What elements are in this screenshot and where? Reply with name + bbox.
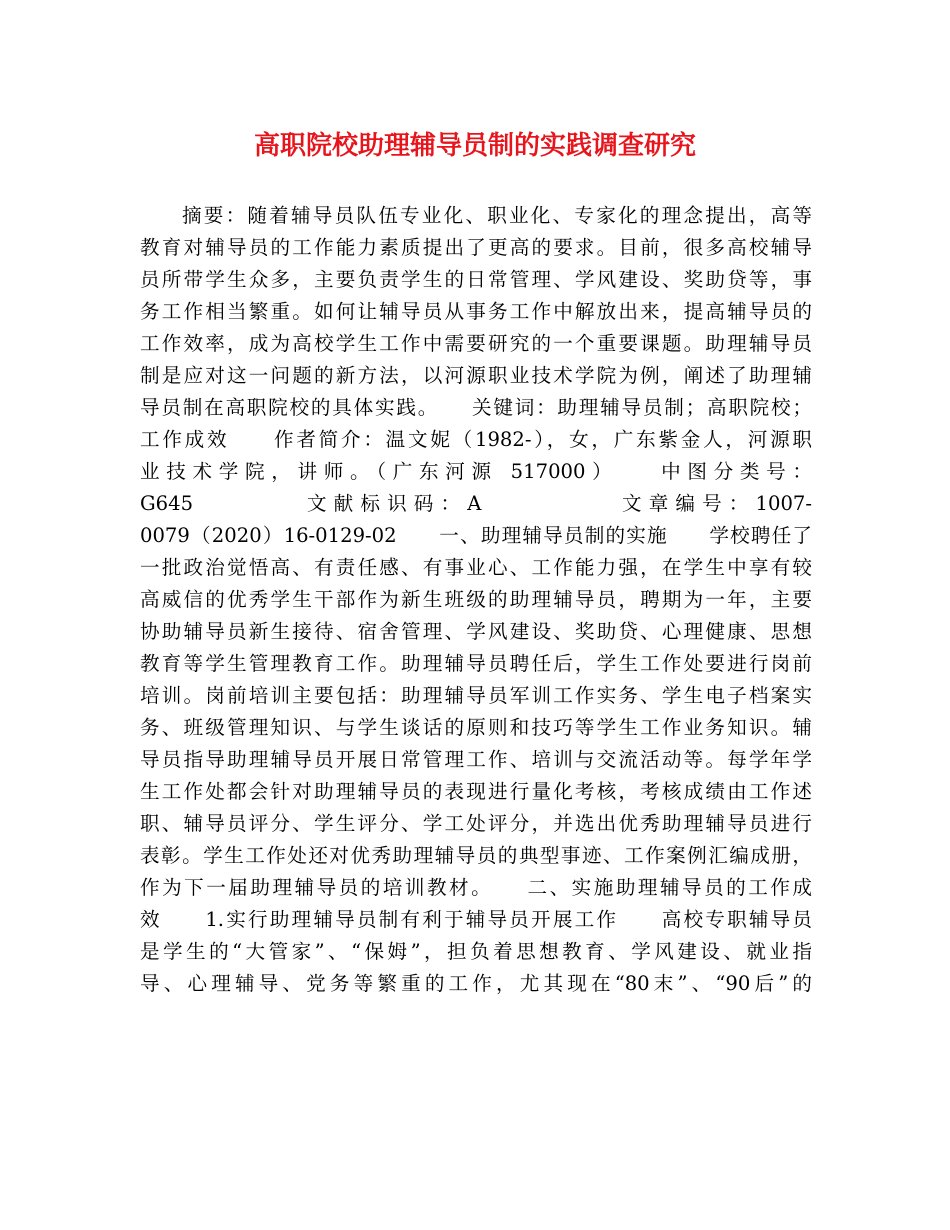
- body-line: 导员制在高职院校的具体实践。 关键词：助理辅导员制；高职院校；: [140, 396, 812, 419]
- body-line: 高威信的优秀学生干部作为新生班级的助理辅导员，聘期为一年，主要: [140, 588, 812, 611]
- body-line: 工作效率，成为高校学生工作中需要研究的一个重要课题。助理辅导员: [140, 332, 812, 355]
- document-body: [140, 200, 812, 1000]
- body-line: 导员指导助理辅导员开展日常管理工作、培训与交流活动等。每学年学: [140, 748, 812, 771]
- body-line: 务、班级管理知识、与学生谈话的原则和技巧等学生工作业务知识。辅: [140, 716, 812, 739]
- body-line: 务工作相当繁重。如何让辅导员从事务工作中解放出来，提高辅导员的: [140, 300, 812, 323]
- body-line: 职、辅导员评分、学生评分、学工处评分，并选出优秀助理辅导员进行: [140, 812, 812, 835]
- body-line: 摘要：随着辅导员队伍专业化、职业化、专家化的理念提出，高等: [182, 204, 812, 227]
- body-line: 协助辅导员新生接待、宿舍管理、学风建设、奖助贷、心理健康、思想: [140, 620, 812, 643]
- body-line: 导、心理辅导、党务等繁重的工作，尤其现在“80末”、“90后”的: [140, 972, 812, 995]
- body-line: 工作成效 作者简介：温文妮（1982-），女，广东紫金人，河源职: [140, 428, 812, 451]
- body-line: 培训。岗前培训主要包括：助理辅导员军训工作实务、学生电子档案实: [140, 684, 812, 707]
- body-line: 员所带学生众多，主要负责学生的日常管理、学风建设、奖助贷等，事: [140, 268, 812, 291]
- body-line: 表彰。学生工作处还对优秀助理辅导员的典型事迹、工作案例汇编成册，: [140, 844, 812, 867]
- body-line: 教育等学生管理教育工作。助理辅导员聘任后，学生工作处要进行岗前: [140, 652, 812, 675]
- body-line: 0079（2020）16-0129-02 一、助理辅导员制的实施 学校聘任了: [140, 524, 812, 547]
- body-line: 业技术学院，讲师。（广东河源 517000） 中图分类号：: [140, 460, 812, 483]
- body-line: 作为下一届助理辅导员的培训教材。 二、实施助理辅导员的工作成: [140, 876, 812, 899]
- body-line: G645 文献标识码：A 文章编号：1007-: [140, 492, 812, 515]
- body-line: 制是应对这一问题的新方法，以河源职业技术学院为例，阐述了助理辅: [140, 364, 812, 387]
- body-line: 生工作处都会针对助理辅导员的表现进行量化考核，考核成绩由工作述: [140, 780, 812, 803]
- body-line: 一批政治觉悟高、有责任感、有事业心、工作能力强，在学生中享有较: [140, 556, 812, 579]
- body-line: 是学生的“大管家”、“保姆”，担负着思想教育、学风建设、就业指: [140, 940, 812, 963]
- body-line: 效 1.实行助理辅导员制有利于辅导员开展工作 高校专职辅导员: [140, 908, 812, 931]
- body-line: 教育对辅导员的工作能力素质提出了更高的要求。目前，很多高校辅导: [140, 236, 812, 259]
- document-title: 高职院校助理辅导员制的实践调查研究: [253, 131, 696, 161]
